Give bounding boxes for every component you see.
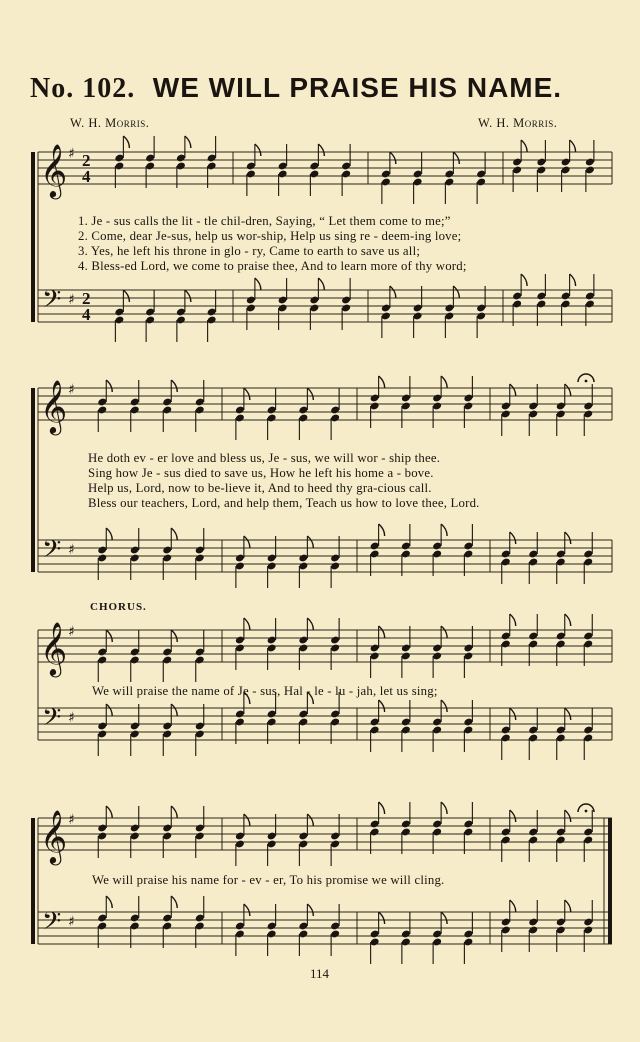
note-flag: [390, 152, 396, 164]
note-flag: [521, 140, 527, 152]
note-flag: [379, 376, 385, 388]
note-flag: [510, 810, 516, 822]
treble-clef-icon: 𝄞: [40, 379, 68, 433]
treble-clef-icon: 𝄞: [40, 809, 68, 863]
note-flag: [244, 536, 250, 548]
sharp-icon: ♯: [68, 292, 75, 308]
time-signature-digit: 4: [82, 305, 91, 324]
bass-clef-icon: 𝄢: [42, 907, 62, 942]
treble-clef-icon: 𝄞: [40, 621, 68, 675]
note-flag: [565, 614, 571, 626]
note-flag: [307, 904, 313, 916]
treble-staff-2: [38, 388, 612, 420]
system-bracket: [31, 818, 35, 944]
sharp-icon: ♯: [68, 812, 75, 828]
verse-2-line-2: Sing how Je - sus died to save us, How he left his home a - bove.: [88, 466, 434, 480]
note-flag: [441, 524, 447, 536]
note-flag: [565, 810, 571, 822]
treble-staff-4: [38, 818, 612, 850]
treble-clef-icon: 𝄞: [40, 143, 68, 197]
note-flag: [565, 532, 571, 544]
note-flag: [171, 380, 177, 392]
note-flag: [570, 140, 576, 152]
bass-staff-4: [38, 912, 612, 944]
note-flag: [106, 704, 112, 716]
note-flag: [185, 136, 191, 148]
time-signature-digit: 4: [82, 167, 91, 186]
bass-clef-icon: 𝄢: [42, 535, 62, 570]
note-flag: [510, 614, 516, 626]
note-flag: [390, 286, 396, 298]
note-flag: [185, 290, 191, 302]
sharp-icon: ♯: [68, 624, 75, 640]
note-flag: [171, 806, 177, 818]
system-bracket: [31, 388, 35, 572]
note-flag: [307, 814, 313, 826]
hymn-name: WE WILL PRAISE HIS NAME.: [152, 72, 563, 103]
note-flag: [106, 380, 112, 392]
verse-4-line-1: 4. Bless-ed Lord, we come to praise thee, And to learn more of thy word;: [78, 259, 467, 273]
note-flag: [255, 144, 261, 156]
note-flag: [171, 896, 177, 908]
note-flag: [441, 376, 447, 388]
note-flag: [379, 626, 385, 638]
note-flag: [510, 900, 516, 912]
note-flag: [521, 274, 527, 286]
hymn-number: No. 102.: [30, 73, 136, 104]
time-signature-digit: 2: [82, 151, 91, 170]
note-flag: [565, 384, 571, 396]
note-flag: [171, 630, 177, 642]
verse-3-line-1: 3. Yes, he left his throne in glo - ry, Came to earth to save us all;: [78, 244, 421, 258]
note-flag: [307, 618, 313, 630]
note-flag: [244, 388, 250, 400]
words-credit: W. H. Morris.: [70, 116, 150, 130]
note-flag: [570, 274, 576, 286]
sharp-icon: ♯: [68, 382, 75, 398]
note-flag: [307, 536, 313, 548]
verse-4-line-2: Bless our teachers, Lord, and help them, Teach us how to love thee, Lord.: [88, 496, 480, 510]
treble-staff-3: [38, 630, 612, 662]
chorus-line-1: We will praise the name of Je - sus, Hal - le - lu - jah, let us sing;: [92, 684, 438, 698]
note-flag: [244, 618, 250, 630]
sharp-icon: ♯: [68, 710, 75, 726]
note-flag: [510, 532, 516, 544]
note-flag: [565, 900, 571, 912]
sharp-icon: ♯: [68, 146, 75, 162]
page-number: 114: [310, 966, 330, 981]
note-flag: [441, 626, 447, 638]
note-flag: [441, 700, 447, 712]
note-flag: [255, 278, 261, 290]
note-flag: [318, 278, 324, 290]
note-flag: [244, 904, 250, 916]
verse-3-line-2: Help us, Lord, now to be-lieve it, And to heed thy gra-cious call.: [88, 481, 432, 495]
note-flag: [123, 136, 129, 148]
verse-1-line-2: He doth ev - er love and bless us, Je - sus, we will wor - ship thee.: [88, 451, 441, 465]
note-flag: [307, 388, 313, 400]
note-flag: [318, 144, 324, 156]
bass-staff-3: [38, 708, 612, 740]
note-flag: [379, 524, 385, 536]
sharp-icon: ♯: [68, 542, 75, 558]
music-credit: W. H. Morris.: [478, 116, 558, 130]
verse-1-line-1: 1. Je - sus calls the lit - tle chil-dren, Saying, “ Let them come to me;”: [78, 214, 451, 228]
treble-staff-1: [38, 152, 612, 184]
note-flag: [106, 896, 112, 908]
note-flag: [244, 814, 250, 826]
note-flag: [565, 708, 571, 720]
chorus-label: CHORUS.: [90, 601, 147, 613]
bass-staff-1: [38, 290, 612, 322]
note-flag: [510, 708, 516, 720]
note-flag: [453, 286, 459, 298]
sharp-icon: ♯: [68, 914, 75, 930]
note-flag: [106, 528, 112, 540]
note-flag: [379, 802, 385, 814]
note-flag: [510, 384, 516, 396]
note-flag: [106, 806, 112, 818]
verse-2-line-1: 2. Come, dear Je-sus, help us wor-ship, Help us sing re - deem-ing love;: [78, 229, 462, 243]
bass-staff-2: [38, 540, 612, 572]
note-flag: [106, 630, 112, 642]
note-flag: [453, 152, 459, 164]
time-signature-digit: 2: [82, 289, 91, 308]
note-flag: [171, 704, 177, 716]
bass-clef-icon: 𝄢: [42, 285, 62, 320]
note-flag: [123, 290, 129, 302]
note-flag: [379, 700, 385, 712]
system-bracket: [31, 152, 35, 322]
note-flag: [441, 802, 447, 814]
note-flag: [171, 528, 177, 540]
bass-clef-icon: 𝄢: [42, 703, 62, 738]
note-flag: [441, 912, 447, 924]
chorus-line-2: We will praise his name for - ev - er, To his promise we will cling.: [92, 873, 445, 887]
note-flag: [379, 912, 385, 924]
